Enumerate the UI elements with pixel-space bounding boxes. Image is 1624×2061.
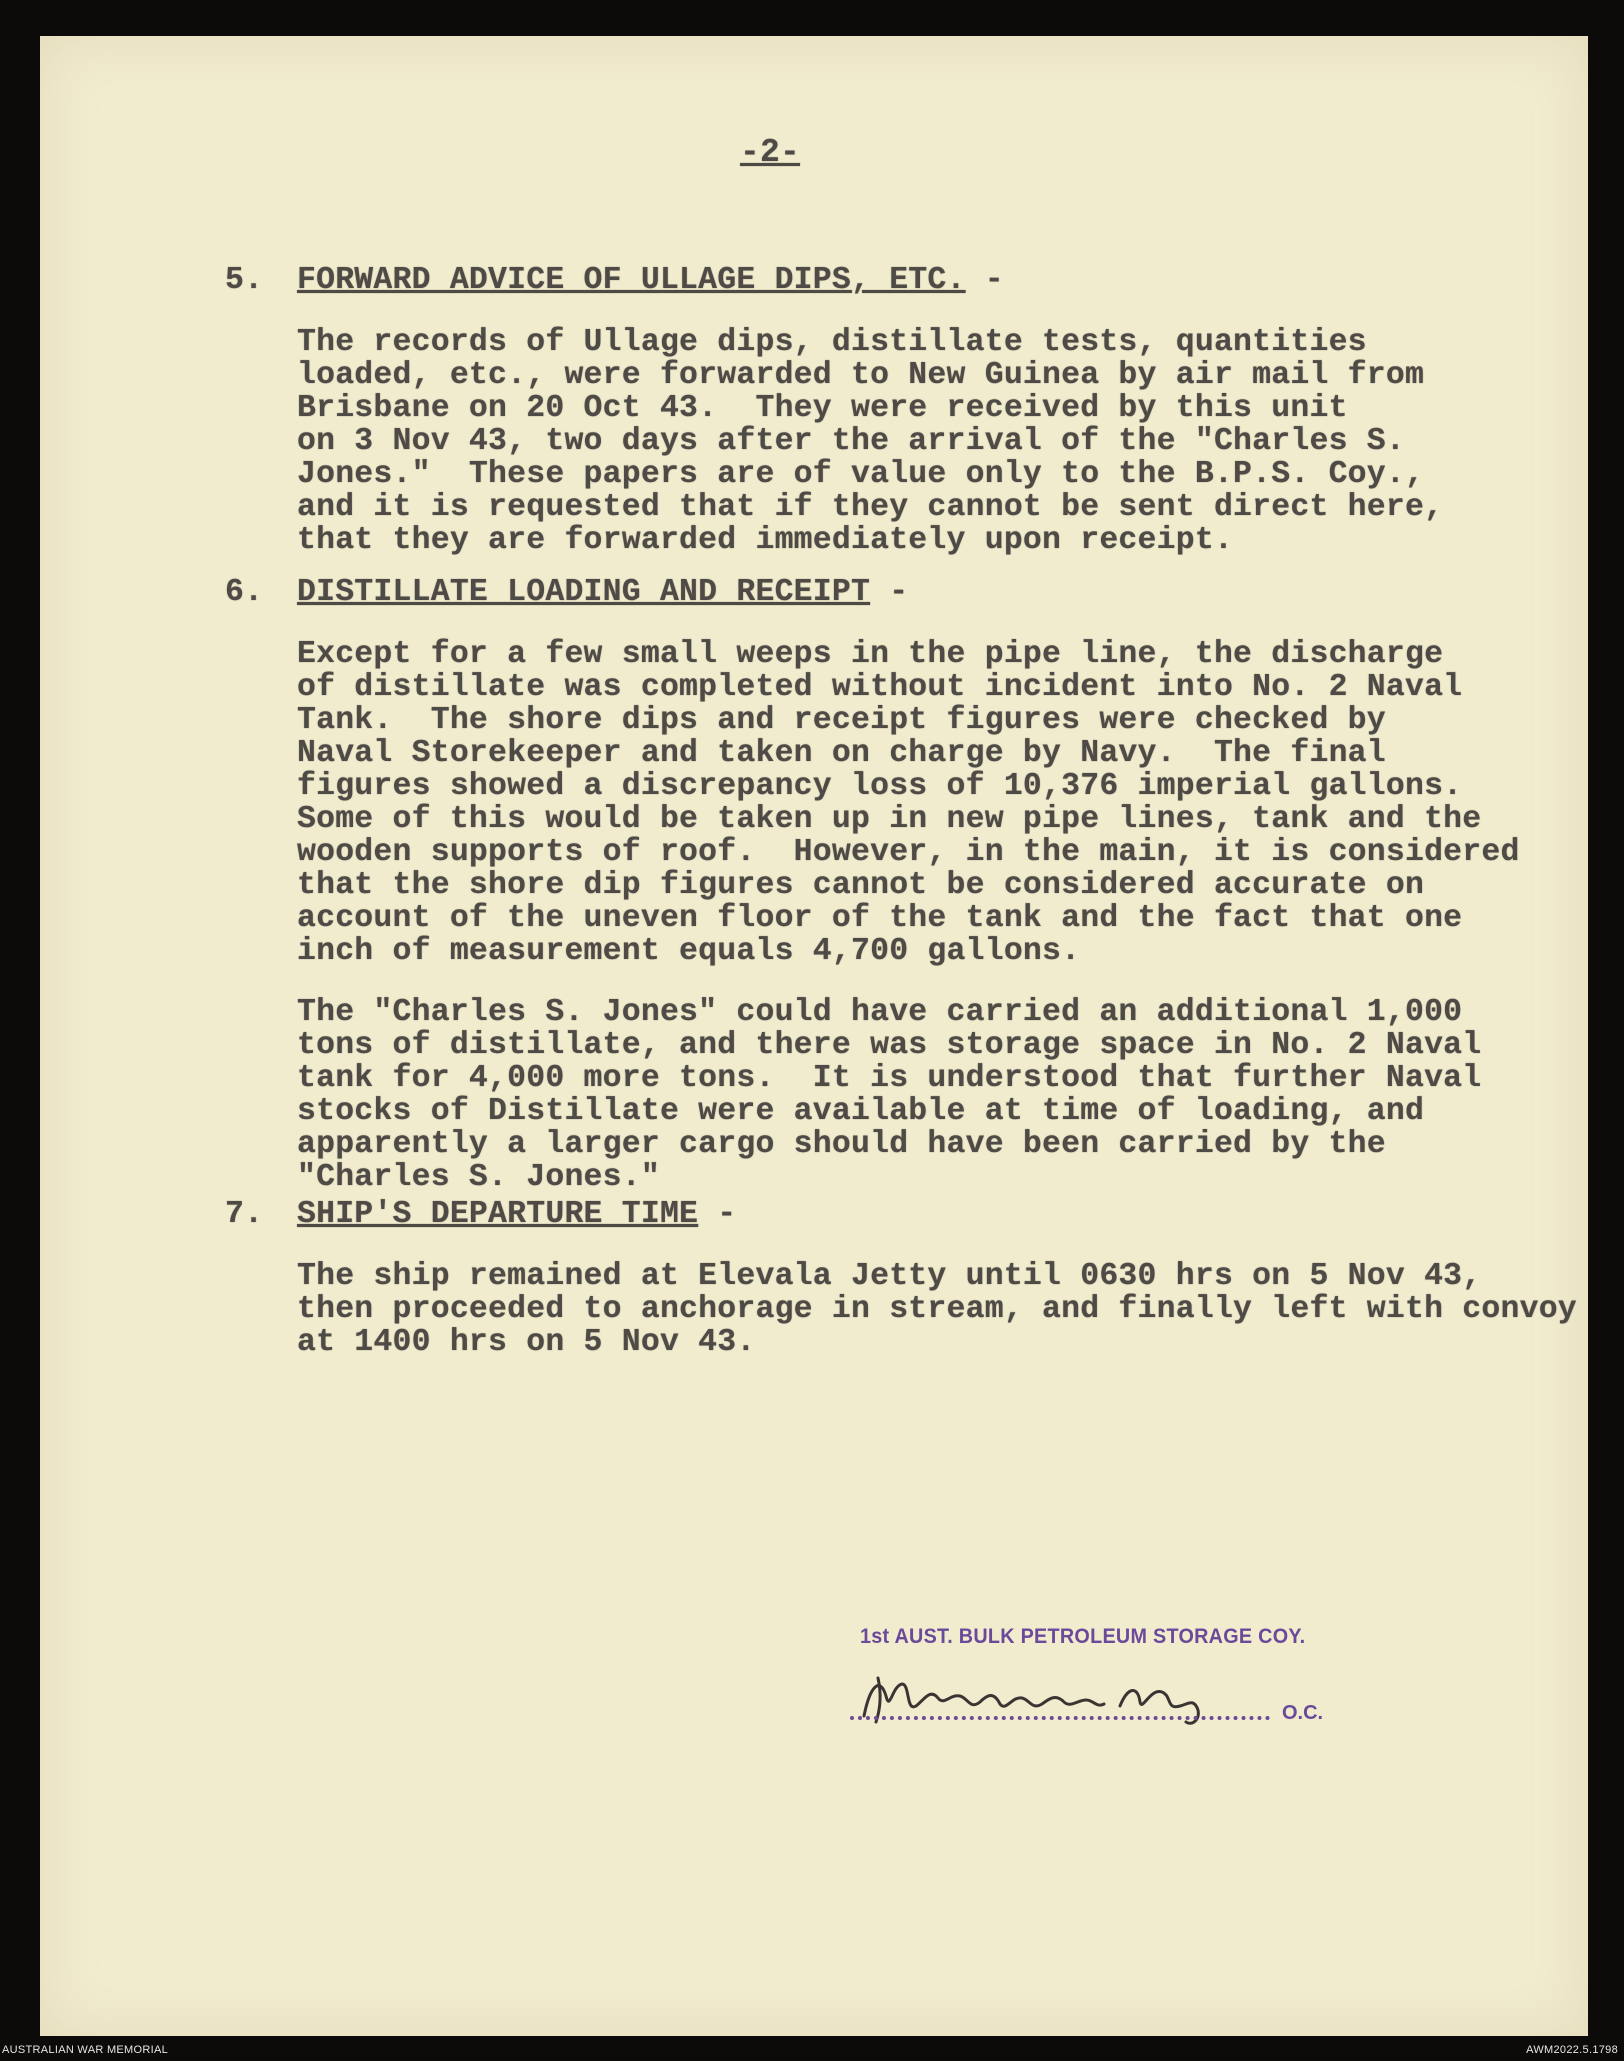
signature-line [850,1716,1270,1720]
section-5 [225,264,1585,557]
section-number: 6. [225,575,264,610]
text-line: tank for 4,000 more tons. It is understood that further Naval [297,1061,1482,1096]
section-number: 5. [225,263,264,298]
section-dash: - [698,1197,737,1232]
paragraph [297,1260,1587,1359]
section-title: SHIP'S DEPARTURE TIME [297,1197,699,1232]
text-line: account of the uneven floor of the tank and the fact that one [297,901,1463,936]
text-line: figures showed a discrepancy loss of 10,376 imperial gallons. [297,769,1463,804]
paragraph [297,326,1587,557]
section-heading [225,264,1585,298]
text-line: Tank. The shore dips and receipt figures were checked by [297,703,1386,738]
text-line: loaded, etc., were forwarded to New Guinea by air mail from [297,358,1425,393]
section-dash: - [870,575,909,610]
text-line: The "Charles S. Jones" could have carried an additional 1,000 [297,995,1463,1030]
text-line: then proceeded to anchorage in stream, and finally left with convoy [297,1292,1577,1327]
text-line: and it is requested that if they cannot be sent direct here, [297,490,1444,525]
officer-commanding-label: O.C. [1282,1702,1324,1724]
text-line: The records of Ullage dips, distillate tests, quantities [297,325,1367,360]
section-7 [225,1198,1585,1359]
section-title: DISTILLATE LOADING AND RECEIPT [297,575,871,610]
text-line: stocks of Distillate were available at time of loading, and [297,1094,1425,1129]
section-6 [225,576,1585,1194]
text-line: Brisbane on 20 Oct 43. They were received by this unit [297,391,1348,426]
footer-accession-number: AWM2022.5.1798 [1526,2044,1618,2056]
text-line: "Charles S. Jones." [297,1160,660,1195]
text-line: that they are forwarded immediately upon receipt. [297,523,1234,558]
section-title: FORWARD ADVICE OF ULLAGE DIPS, ETC. [297,263,966,298]
text-line: apparently a larger cargo should have been carried by the [297,1127,1386,1162]
section-number: 7. [225,1197,264,1232]
footer-institution: AUSTRALIAN WAR MEMORIAL [2,2044,169,2056]
page-number: -2- [740,134,801,171]
text-line: inch of measurement equals 4,700 gallons. [297,934,1081,969]
text-line: Jones." These papers are of value only to the B.P.S. Coy., [297,457,1425,492]
paragraph [297,638,1587,968]
document-page [40,36,1588,2036]
section-dash: - [965,263,1004,298]
text-line: Naval Storekeeper and taken on charge by Navy. The final [297,736,1386,771]
signature-block [850,1666,1370,1746]
section-heading [225,1198,1585,1232]
text-line: tons of distillate, and there was storage space in No. 2 Naval [297,1028,1482,1063]
text-line: of distillate was completed without incident into No. 2 Naval [297,670,1463,705]
paragraph [297,996,1587,1194]
text-line: at 1400 hrs on 5 Nov 43. [297,1325,756,1360]
text-line: wooden supports of roof. However, in the main, it is considered [297,835,1520,870]
text-line: that the shore dip figures cannot be considered accurate on [297,868,1425,903]
handwritten-signature [850,1666,1270,1730]
text-line: Some of this would be taken up in new pipe lines, tank and the [297,802,1482,837]
text-line: on 3 Nov 43, two days after the arrival of the "Charles S. [297,424,1405,459]
text-line: Except for a few small weeps in the pipe line, the discharge [297,637,1444,672]
unit-stamp: 1st AUST. BULK PETROLEUM STORAGE COY. [860,1624,1306,1648]
text-line: The ship remained at Elevala Jetty until 0630 hrs on 5 Nov 43, [297,1259,1482,1294]
section-heading [225,576,1585,610]
